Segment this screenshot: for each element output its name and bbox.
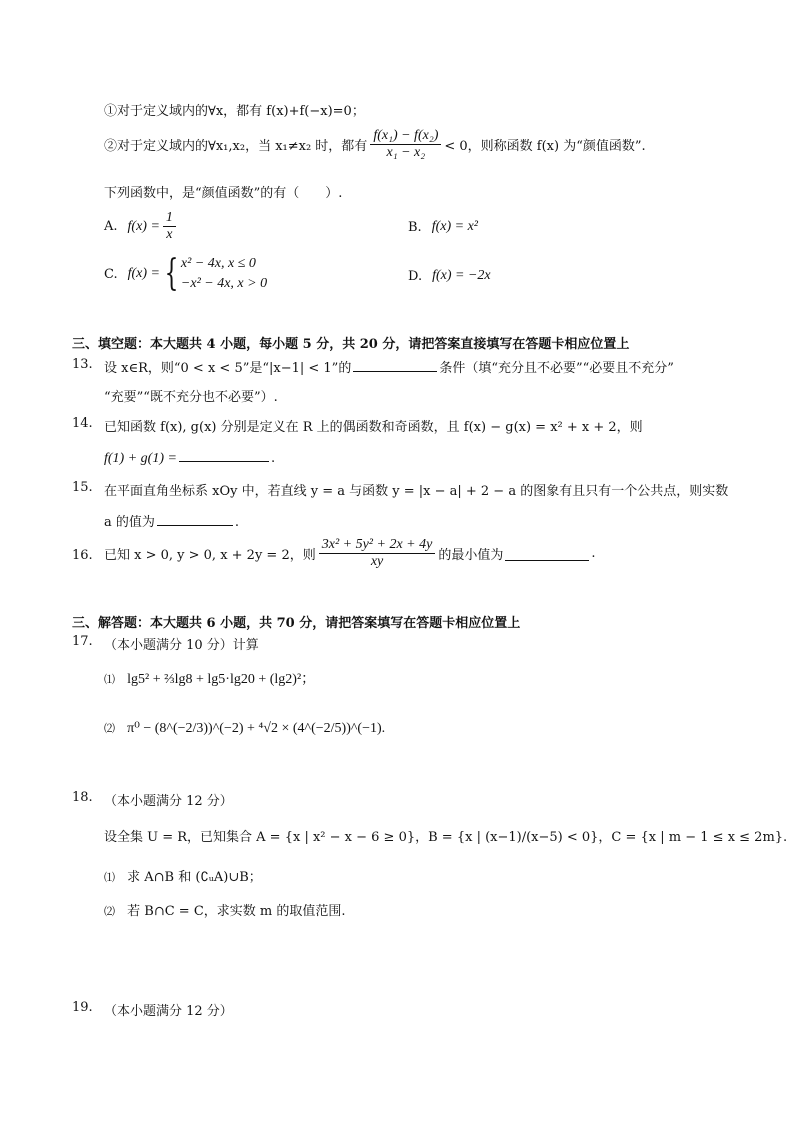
q12-condition-2 bbox=[104, 128, 646, 161]
q12-option-a bbox=[104, 210, 179, 243]
q13-line-2 bbox=[104, 386, 278, 405]
q17-part-1 bbox=[104, 668, 315, 688]
q14-line-1-text: 已知函数 f(x), g(x) 分别是定义在 R 上的偶函数和奇函数，且 f(x) − g(x) = x² + x + 2，则 bbox=[104, 420, 643, 435]
option-c-cases bbox=[181, 254, 267, 294]
option-b-math: f(x) = x² bbox=[431, 219, 478, 234]
q17-part-2-label: ⑵ bbox=[104, 722, 115, 735]
q16-answer-blank[interactable] bbox=[505, 546, 589, 561]
q15-line-1-text: 在平面直角坐标系 xOy 中，若直线 y = a 与函数 y = |x − a| + 2 − a 的图象有且只有一个公共点，则实数 bbox=[104, 484, 729, 499]
q14-line-1 bbox=[104, 416, 643, 435]
q18-part-2-text: 若 B∩C = C，求实数 m 的取值范围. bbox=[127, 904, 346, 919]
q14-line-2-text: f(1) + g(1) = bbox=[104, 451, 177, 466]
q15-answer-blank[interactable] bbox=[157, 511, 233, 526]
q19-number-text: 19. bbox=[72, 1000, 93, 1015]
q12-question bbox=[104, 182, 342, 201]
q16-fraction bbox=[319, 537, 436, 570]
q16-line: 已知 x > 0, y > 0, x + 2y = 2，则 $\frac{\text{3x² + 5y² + 2x + 4y}}{xy}$ 的最小值为 . bbox=[104, 537, 596, 569]
q17-part-2 bbox=[104, 720, 385, 737]
q17-number-text: 17. bbox=[72, 634, 93, 649]
q18-title bbox=[104, 790, 233, 809]
q19-title bbox=[104, 1000, 233, 1019]
q12-condition-1-text: ①对于定义域内的∀x，都有 f(x)+f(−x)=0； bbox=[104, 104, 365, 119]
left-brace-icon: { bbox=[164, 253, 179, 294]
option-a-denominator: x bbox=[166, 227, 173, 242]
option-d-label: D. bbox=[408, 268, 423, 284]
option-a-lhs: f(x) = bbox=[127, 218, 160, 234]
q12-condition-1 bbox=[104, 100, 365, 119]
q13-answer-blank[interactable] bbox=[353, 357, 437, 372]
q12-fraction-denominator: x₁ − x₂ bbox=[386, 145, 426, 160]
option-a-numerator: 1 bbox=[163, 210, 176, 227]
q15-line-1 bbox=[104, 480, 728, 499]
q16-number bbox=[72, 548, 93, 563]
q12-option-b bbox=[408, 219, 478, 235]
q17-part-1-math: lg5² + ⅔lg8 + lg5·lg20 + (lg2)²； bbox=[127, 672, 316, 687]
q18-part-1-label: ⑴ bbox=[104, 871, 115, 884]
q12-question-text: 下列函数中，是“颜值函数”的有（ ）. bbox=[104, 186, 343, 201]
option-a-fraction bbox=[163, 210, 176, 243]
option-c-case-2: −x² − 4x, x > 0 bbox=[180, 276, 268, 291]
section-solution-header-text: 三、解答题：本大题共 6 小题，共 70 分，请把答案填写在答题卡相应位置上 bbox=[72, 616, 521, 631]
q18-number bbox=[72, 790, 93, 805]
q14-line-2: f(1) + g(1) = . bbox=[104, 447, 275, 467]
option-c-label: C. bbox=[104, 266, 118, 282]
q16-number-text: 16. bbox=[72, 548, 93, 563]
option-d-math: f(x) = −2x bbox=[432, 268, 491, 283]
q16-denominator: xy bbox=[370, 554, 384, 569]
q18-part-2 bbox=[104, 900, 346, 919]
q17-title-text: （本小题满分 10 分）计算 bbox=[104, 638, 259, 653]
q14-number bbox=[72, 416, 93, 431]
q16-numerator: 3x² + 5y² + 2x + 4y bbox=[319, 537, 436, 554]
q16-post-text: 的最小值为 bbox=[438, 548, 504, 563]
section-fill-in-header bbox=[72, 333, 629, 352]
q12-condition-2-post: < 0，则称函数 f(x) 为“颜值函数”. bbox=[444, 139, 646, 154]
q15-line-2-text: a 的值为 bbox=[104, 515, 155, 530]
q15-number bbox=[72, 480, 93, 495]
q13-number bbox=[72, 357, 93, 372]
q18-setup bbox=[104, 826, 787, 845]
q17-number bbox=[72, 634, 93, 649]
q15-line-2: a 的值为 . bbox=[104, 511, 239, 530]
section-solution-header bbox=[72, 612, 520, 631]
q14-number-text: 14. bbox=[72, 416, 93, 431]
q18-part-2-label: ⑵ bbox=[104, 905, 115, 918]
q12-option-d bbox=[408, 268, 491, 284]
q14-answer-blank[interactable] bbox=[179, 447, 269, 462]
q12-option-c bbox=[104, 254, 267, 294]
q13-number-text: 13. bbox=[72, 357, 93, 372]
q13-line-1-text: 设 x∈R，则“0 < x < 5”是“|x−1| < 1”的 bbox=[104, 361, 352, 376]
q19-title-text: （本小题满分 12 分） bbox=[104, 1004, 233, 1019]
q15-number-text: 15. bbox=[72, 480, 93, 495]
q12-condition-2-pre: ②对于定义域内的∀x₁,x₂，当 x₁≠x₂ 时，都有 bbox=[104, 139, 368, 154]
q16-pre-text: 已知 x > 0, y > 0, x + 2y = 2，则 bbox=[104, 548, 316, 563]
q18-part-1 bbox=[104, 866, 262, 885]
option-b-label: B. bbox=[408, 219, 422, 235]
q18-part-1-text: 求 A∩B 和 (∁ᵤA)∪B； bbox=[127, 870, 262, 885]
option-c-lhs: f(x) = bbox=[127, 266, 160, 281]
q12-fraction-numerator: f(x₁) − f(x₂) bbox=[370, 128, 441, 145]
q13-line-2-text: “充要”“既不充分也不必要”）. bbox=[104, 390, 278, 405]
q18-number-text: 18. bbox=[72, 790, 93, 805]
q13-line-1 bbox=[104, 357, 674, 376]
option-a-label: A. bbox=[104, 219, 118, 234]
section-fill-in-header-text: 三、填空题：本大题共 4 小题，每小题 5 分，共 20 分，请把答案直接填写在答题卡相应位置上 bbox=[72, 337, 630, 352]
q19-number bbox=[72, 1000, 93, 1015]
q13-line-1-post: 条件（填“充分且不必要”“必要且不充分” bbox=[439, 361, 674, 376]
option-c-case-1: x² − 4x, x ≤ 0 bbox=[180, 256, 256, 271]
q17-title bbox=[104, 634, 259, 653]
q17-part-1-label: ⑴ bbox=[104, 673, 115, 686]
q12-condition-2-fraction bbox=[370, 128, 441, 161]
q18-setup-text: 设全集 U = R，已知集合 A = {x | x² − x − 6 ≥ 0}，B = {x | (x−1)/(x−5) < 0}，C = {x | m − 1 ≤ x ≤ 2m}. bbox=[104, 830, 788, 845]
q17-part-2-math: π⁰ − (8^(−2/3))^(−2) + ⁴√2 × (4^(−2/5))^(−1). bbox=[127, 721, 386, 736]
q18-title-text: （本小题满分 12 分） bbox=[104, 794, 233, 809]
